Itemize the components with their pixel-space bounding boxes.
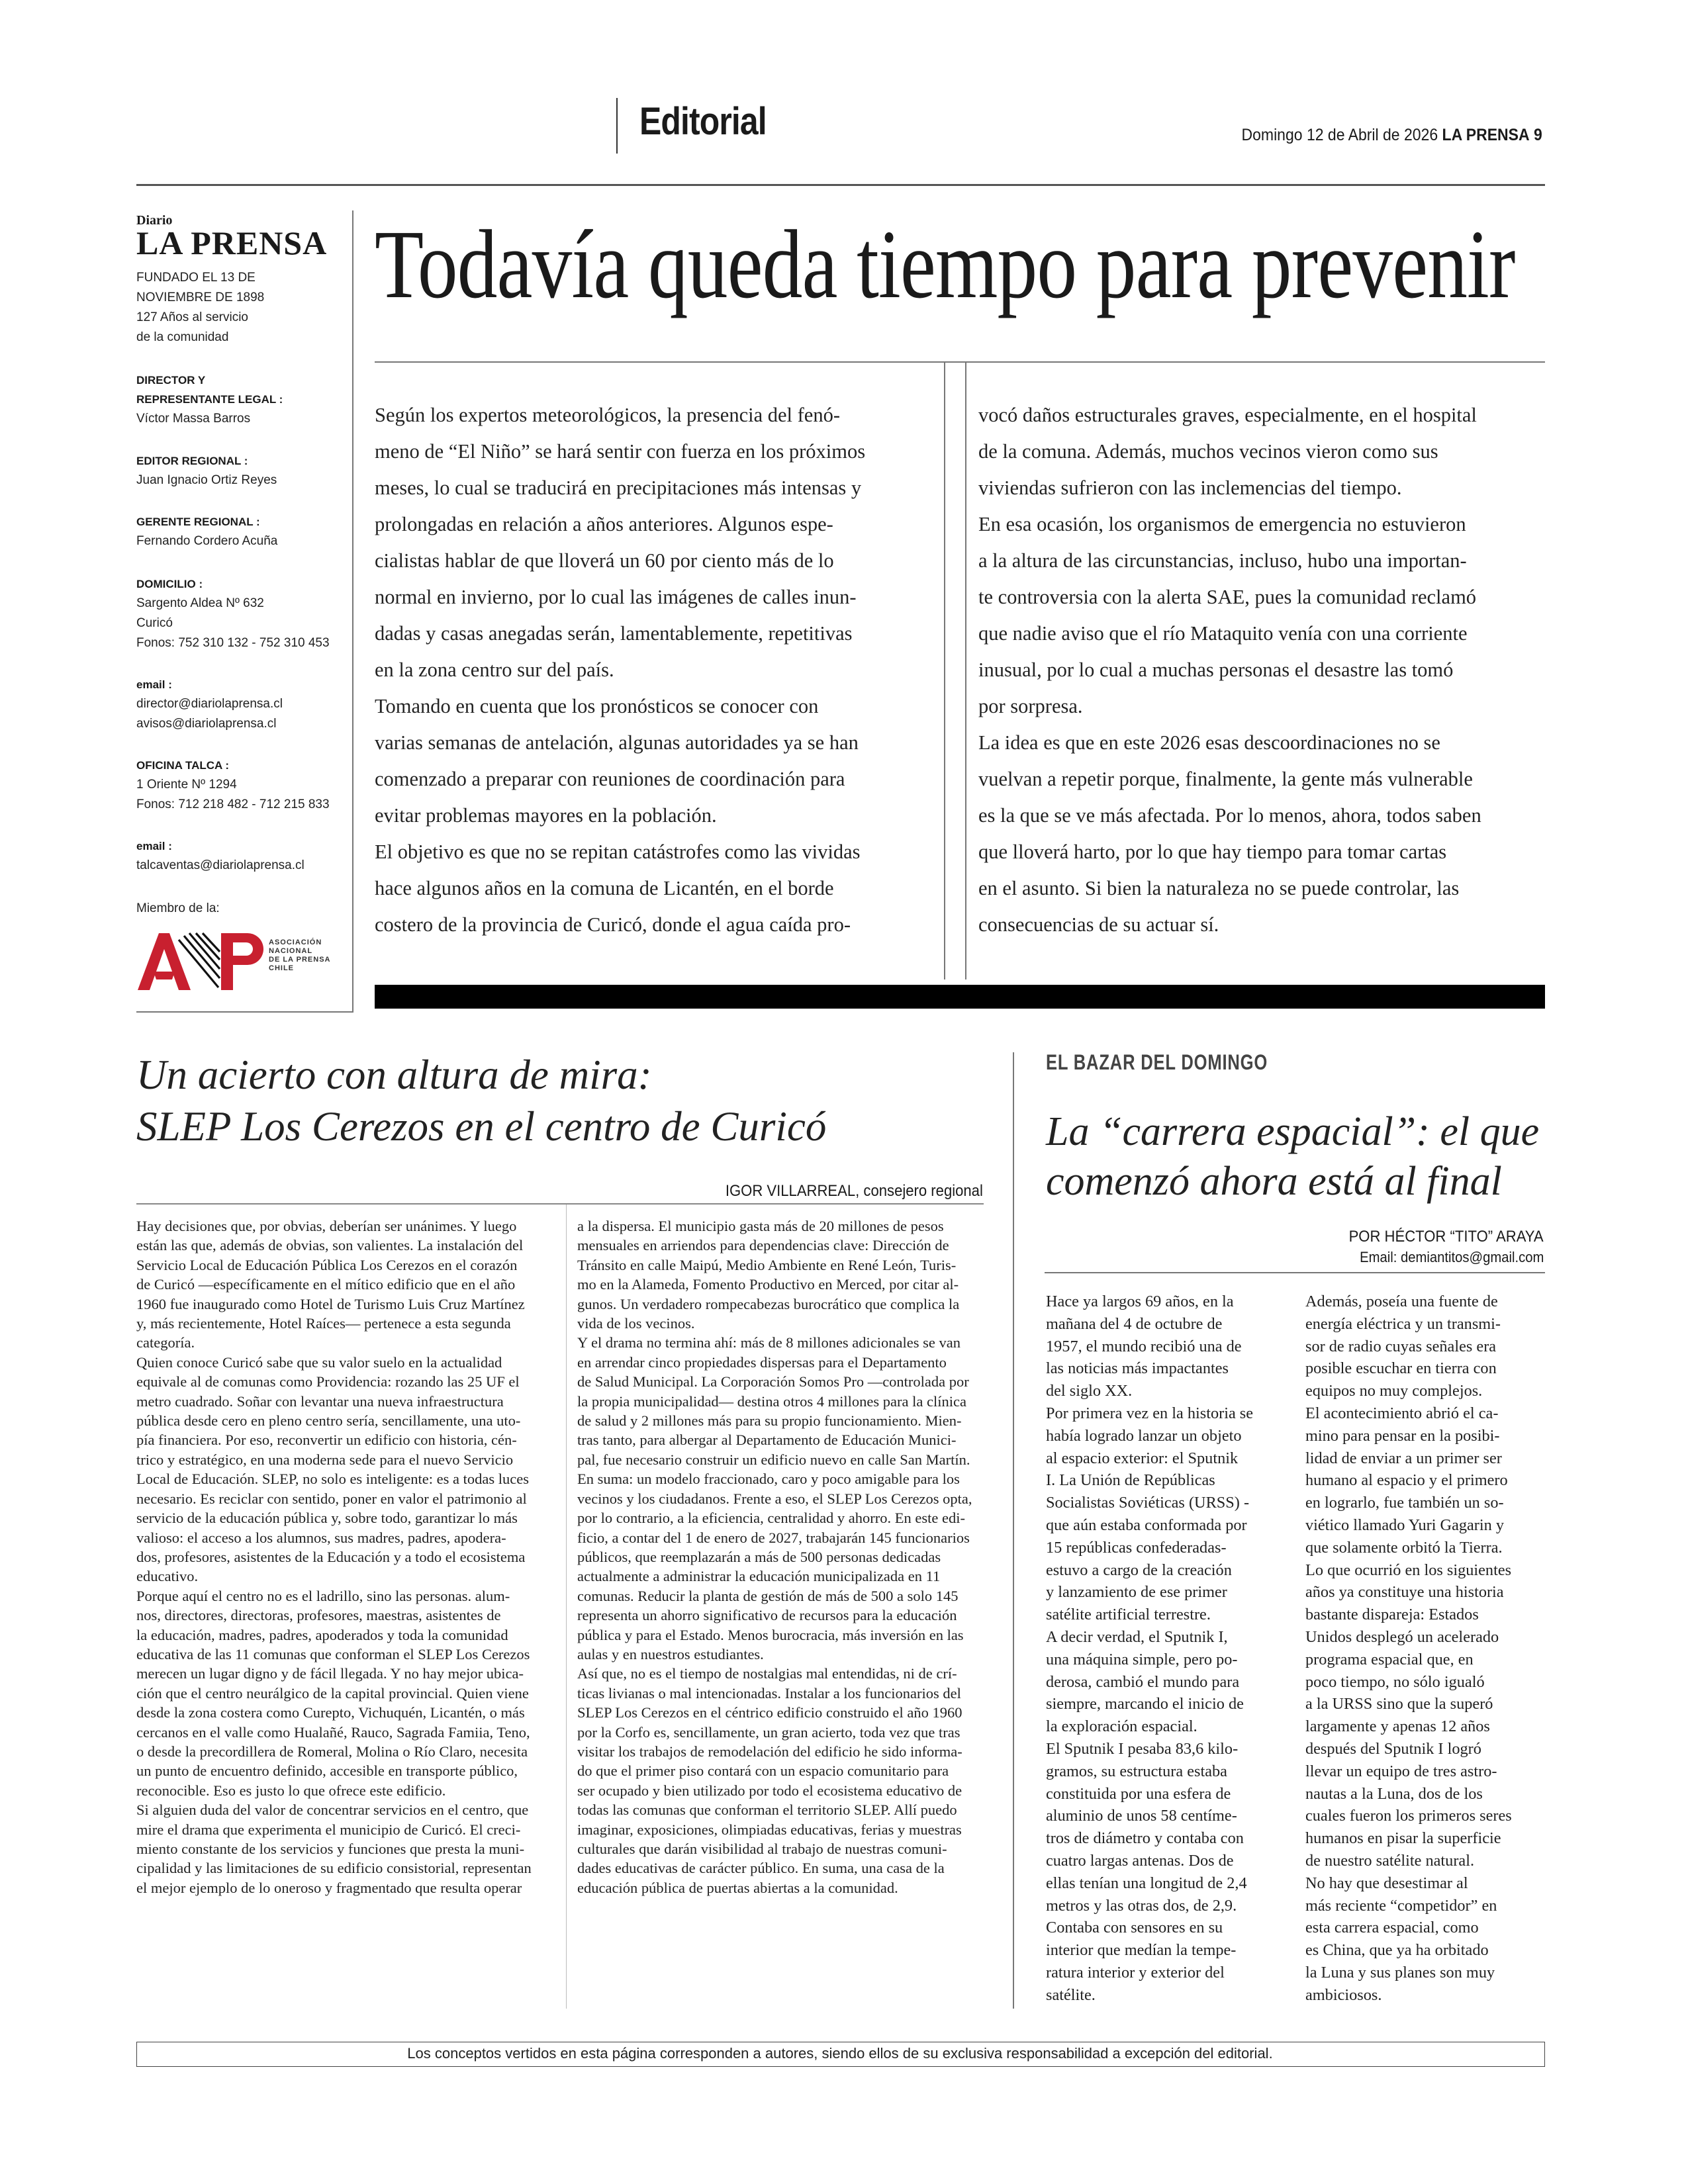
text-line: ambiciosos. — [1305, 1985, 1382, 2004]
text-line: aulas y en nuestros estudiantes. — [577, 1645, 764, 1662]
bazar-column-2 — [1305, 1291, 1545, 2007]
text-line: Quien conoce Curicó sabe que su valor suelo en la actualidad — [136, 1353, 502, 1371]
text-line: metros y las otras dos, de 2,9. — [1046, 1896, 1237, 1915]
header-page-number: 9 — [1534, 126, 1542, 144]
bazar-column-1 — [1046, 1291, 1297, 2007]
text-line: programa espacial que, en — [1305, 1650, 1474, 1668]
text-line: y lanzamiento de ese primer — [1046, 1583, 1227, 1602]
text-line: servicio de la educación pública y, sobre todo, garantizar lo más — [136, 1510, 518, 1527]
text-line: DIRECTOR Y — [136, 374, 206, 387]
text-line: SLEP Los Cerezos en el céntrico edificio construido el año 1960 — [577, 1704, 962, 1721]
text-line: vuelvan a repetir porque, finalmente, la gente más vulnerable — [978, 768, 1473, 790]
text-line: meses, lo cual se traducirá en precipitaciones más intensas y — [375, 477, 862, 499]
text-line: Local de Educación. SLEP, no solo es inteligente: es a todas luces — [136, 1471, 529, 1488]
text-line: Así que, no es el tiempo de nostalgias mal entendidas, ni de crí- — [577, 1665, 957, 1682]
text-line: interior que medían la tempe- — [1046, 1941, 1237, 1960]
text-line: satélite artificial terrestre. — [1046, 1606, 1211, 1624]
text-line: o desde la precordillera de Romeral, Molina o Río Claro, necesita — [136, 1743, 528, 1760]
masthead-email-talca — [136, 837, 305, 876]
text-line: vecinos y los ciudadanos. Frente a eso, el SLEP Los Cerezos opta, — [577, 1490, 972, 1507]
text-line: No hay que desestimar al — [1305, 1874, 1468, 1892]
text-line: En esa ocasión, los organismos de emergencia no estuvieron — [978, 513, 1466, 535]
masthead-diario: Diario — [136, 213, 173, 228]
masthead-founded — [136, 268, 264, 347]
text-line: en lograrlo, fue también un so- — [1305, 1494, 1504, 1512]
text-line: gunos. Un verdadero rompecabezas burocrático que complica la — [577, 1295, 960, 1312]
text-line: de la comunidad — [136, 330, 229, 344]
text-line: a la altura de las circunstancias, incluso, hubo una importan- — [978, 549, 1467, 572]
email-director-link[interactable]: director@diariolaprensa.cl — [136, 697, 283, 711]
text-line: email : — [136, 840, 172, 852]
text-line: comenzó ahora está al final — [1046, 1159, 1502, 1204]
footer-disclaimer: Los conceptos vertidos en esta página corresponden a autores, siendo ellos de su exclusiva responsabilidad a excepción del editorial. — [407, 2045, 1273, 2062]
text-line: pía financiera. Por eso, reconvertir un edificio con historia, cén- — [136, 1432, 517, 1449]
bazar-email-link[interactable]: Email: demiantitos@gmail.com — [1359, 1249, 1544, 1265]
text-line: más reciente “competidor” en — [1305, 1896, 1497, 1915]
header-date-line — [1242, 126, 1542, 145]
text-line: gramos, su estructura estaba — [1046, 1762, 1227, 1780]
text-line: ratura interior y exterior del — [1046, 1963, 1225, 1981]
text-line: nos, directores, directoras, profesores, maestras, asistentes de — [136, 1607, 501, 1624]
text-line: cipalidad y las limitaciones de su edificio consistorial, representan — [136, 1860, 532, 1877]
text-line: 1960 fue inaugurado como Hotel de Turismo Luis Cruz Martínez — [136, 1295, 525, 1312]
text-line: te controversia con la alerta SAE, pues la comunidad reclamó — [978, 586, 1477, 608]
text-line: por sorpresa. — [978, 695, 1083, 717]
anp-logo — [136, 931, 335, 995]
text-line: humanos en pisar la superficie — [1305, 1829, 1501, 1848]
text-line: desde la zona costera como Curepto, Vichuquén, Licantén, o más — [136, 1704, 525, 1721]
text-line: de la comuna. Además, muchos vecinos vieron como sus — [978, 440, 1438, 463]
text-line: NACIONAL — [269, 947, 313, 955]
text-line: NOVIEMBRE DE 1898 — [136, 291, 265, 304]
text-line: vocó daños estructurales graves, especialmente, en el hospital — [978, 404, 1477, 426]
text-line: por la Corfo es, sencillamente, un gran acierto, toda vez que tras — [577, 1723, 961, 1741]
text-line: imaginar, exposiciones, olimpiadas educativas, ferias y muestras — [577, 1821, 962, 1838]
text-line: Además, poseía una fuente de — [1305, 1293, 1498, 1310]
bazar-rule — [1045, 1272, 1545, 1273]
text-line: valioso: el acceso a los alumnos, sus madres, padres, apodera- — [136, 1529, 506, 1546]
text-line: trico y estratégico, en una moderna sede para el nuevo Servicio — [136, 1451, 514, 1468]
text-line: dos, profesores, asistentes de la Educación y a todo el ecosistema — [136, 1548, 526, 1565]
opinion-column-divider — [566, 1205, 567, 2009]
text-line: tros de diámetro y contaba con — [1046, 1829, 1244, 1848]
text-line: mañana del 4 de octubre de — [1046, 1314, 1223, 1333]
text-line: 15 repúblicas confederadas- — [1046, 1538, 1227, 1557]
opinion-author: IGOR VILLARREAL, consejero regional — [725, 1182, 983, 1200]
text-line: inusual, por lo cual a muchas personas el desastre las tomó — [978, 659, 1454, 681]
text-line: metro cuadrado. Soñar con levantar una nueva infraestructura — [136, 1392, 504, 1410]
text-line: varias semanas de antelación, algunas autoridades ya se han — [375, 731, 859, 754]
text-line: llevar un equipo de tres astro- — [1305, 1762, 1497, 1780]
text-line: ficio, a contar del 1 de enero de 2027, trabajarán 145 funcionarios — [577, 1529, 970, 1546]
text-line: viviendas sufrieron con las inclemencias del tiempo. — [978, 477, 1402, 499]
text-line: DE LA PRENSA — [269, 956, 331, 964]
opinion-column-1 — [136, 1216, 557, 1897]
text-line: mo en la Alameda, Fomento Productivo en Merced, por citar al- — [577, 1276, 959, 1293]
text-line: la propia municipalidad— destina otros 4 millones para la clínica — [577, 1392, 966, 1410]
text-line: email : — [136, 678, 172, 691]
text-line: Juan Ignacio Ortiz Reyes — [136, 473, 277, 487]
text-line: Contaba con sensores en su — [1046, 1919, 1223, 1937]
text-line: El Sputnik I pesaba 83,6 kilo- — [1046, 1739, 1239, 1758]
text-line: ellas tenían una longitud de 2,4 — [1046, 1874, 1247, 1892]
email-avisos-link[interactable]: avisos@diariolaprensa.cl — [136, 717, 277, 731]
text-line: merecen un lugar digno y de fácil llegada. Y no hay mejor ubica- — [136, 1665, 524, 1682]
text-line: Servicio Local de Educación Pública Los Cerezos en el corazón — [136, 1256, 518, 1273]
editorial-title: Todavía queda tiempo para prevenir — [375, 210, 1515, 319]
text-line: Lo que ocurrió en los siguientes — [1305, 1561, 1512, 1579]
text-line: ción que el centro neurálgico de la capital provincial. Quien viene — [136, 1684, 529, 1702]
text-line: por lo contrario, a la eficiencia, centralidad y ahorro. En este edi- — [577, 1510, 965, 1527]
text-line: cercanos en el valle como Hualañé, Rauco, Sagrada Famiia, Teno, — [136, 1723, 530, 1741]
text-line: costero de la provincia de Curicó, donde el agua caída pro- — [375, 913, 851, 936]
text-line: pal, fue necesario construir un edificio nuevo en calle San Martín. — [577, 1451, 970, 1468]
text-line: largamente y apenas 12 años — [1305, 1717, 1490, 1736]
editorial-column-1 — [375, 397, 937, 943]
text-line: Un acierto con altura de mira: — [136, 1052, 652, 1098]
masthead-editor — [136, 451, 277, 490]
text-line: comenzado a preparar con reuniones de coordinación para — [375, 768, 845, 790]
text-line: categoría. — [136, 1334, 195, 1351]
anp-logo-text — [269, 938, 331, 973]
text-line: Sargento Aldea Nº 632 — [136, 596, 264, 610]
text-line: tras tanto, para albergar al Departamento de Educación Munici- — [577, 1432, 957, 1449]
text-line: energía eléctrica y un transmi- — [1305, 1314, 1501, 1333]
bazar-author: POR HÉCTOR “TITO” ARAYA — [1348, 1228, 1544, 1246]
text-line: FUNDADO EL 13 DE — [136, 271, 256, 285]
text-line: consecuencias de su actuar sí. — [978, 913, 1219, 936]
editorial-column-2 — [978, 397, 1545, 943]
email-talca-link[interactable]: talcaventas@diariolaprensa.cl — [136, 858, 305, 872]
text-line: posible escuchar en tierra con — [1305, 1359, 1497, 1378]
text-line: Fonos: 752 310 132 - 752 310 453 — [136, 636, 330, 650]
text-line: Por primera vez en la historia se — [1046, 1404, 1254, 1422]
text-line: educativa de las 11 comunas que conforman el SLEP Los Cerezos — [136, 1645, 530, 1662]
text-line: Hay decisiones que, por obvias, deberían ser unánimes. Y luego — [136, 1218, 517, 1234]
text-line: que aún estaba conformada por — [1046, 1516, 1247, 1534]
masthead-director — [136, 371, 283, 429]
text-line: Hace ya largos 69 años, en la — [1046, 1293, 1234, 1310]
text-line: Y el drama no termina ahí: más de 8 millones adicionales se van — [577, 1334, 961, 1351]
editorial-column-divider — [965, 363, 966, 979]
masthead-oficina-talca — [136, 756, 330, 815]
text-line: había logrado lanzar un objeto — [1046, 1426, 1242, 1445]
text-line: ticas livianas o mal intencionadas. Instalar a los funcionarios del — [577, 1684, 961, 1702]
masthead-email — [136, 675, 283, 734]
text-line: Curicó — [136, 616, 173, 630]
text-line: que solamente orbitó la Tierra. — [1305, 1538, 1503, 1557]
text-line: A decir verdad, el Sputnik I, — [1046, 1627, 1228, 1646]
text-line: viético llamado Yuri Gagarin y — [1305, 1516, 1505, 1534]
opinion-rule — [136, 1203, 984, 1205]
masthead-gerente — [136, 512, 277, 551]
text-line: ASOCIACIÓN — [269, 938, 322, 946]
editorial-column-divider — [944, 363, 945, 979]
text-line: GERENTE REGIONAL : — [136, 516, 260, 528]
text-line: están las que, además de obvias, son valientes. La instalación del — [136, 1237, 524, 1254]
header-date: Domingo 12 de Abril de 2026 — [1241, 126, 1438, 144]
text-line: en arrendar cinco propiedades dispersas para el Departamento — [577, 1353, 947, 1371]
text-line: OFICINA TALCA : — [136, 759, 230, 772]
text-line: actualmente a administrar la educación municipalizada en 11 — [577, 1568, 941, 1585]
text-line: cuatro largas antenas. Dos de — [1046, 1851, 1234, 1870]
text-line: Según los expertos meteorológicos, la presencia del fenó- — [375, 404, 840, 426]
text-line: educativo. — [136, 1568, 199, 1585]
text-line: estuvo a cargo de la creación — [1046, 1561, 1232, 1579]
text-line: del siglo XX. — [1046, 1382, 1133, 1400]
bazar-section-label: EL BAZAR DEL DOMINGO — [1046, 1050, 1268, 1074]
text-line: miento constante de los servicios y funciones que presta la muni- — [136, 1841, 525, 1857]
masthead-miembro: Miembro de la: — [136, 901, 220, 915]
text-line: reconocible. Eso es justo lo que ofrece este edificio. — [136, 1782, 446, 1799]
opinion-column-2 — [577, 1216, 992, 1897]
text-line: en el asunto. Si bien la naturaleza no se puede controlar, las — [978, 877, 1460, 899]
text-line: el mejor ejemplo de lo oneroso y fragmentado que resulta operar — [136, 1879, 522, 1896]
text-line: Víctor Massa Barros — [136, 412, 251, 426]
text-line: cialistas hablar de que lloverá un 60 por ciento más de lo — [375, 549, 834, 572]
text-line: ser ocupado y bien utilizado por todo el ecosistema educativo de — [577, 1782, 962, 1799]
text-line: I. La Unión de Repúblicas — [1046, 1471, 1215, 1490]
text-line: 127 Años al servicio — [136, 310, 248, 324]
text-line: un punto de encuentro definido, accesible en transporte público, — [136, 1762, 518, 1780]
text-line: 1957, el mundo recibió una de — [1046, 1337, 1242, 1355]
text-line: de Curicó —específicamente en el mítico edificio que en el año — [136, 1276, 516, 1293]
text-line: Socialistas Soviéticas (URSS) - — [1046, 1494, 1250, 1512]
text-line: todas las comunas que conforman el territorio SLEP. Allí puedo — [577, 1801, 957, 1819]
text-line: meno de “El Niño” se hará sentir con fuerza en los próximos — [375, 440, 866, 463]
text-line: que lloverá harto, por lo que hay tiempo para tomar cartas — [978, 841, 1447, 863]
text-line: El objetivo es que no se repitan catástrofes como las vividas — [375, 841, 861, 863]
text-line: esta carrera espacial, como — [1305, 1919, 1479, 1937]
text-line: Tomando en cuenta que los pronósticos se conocer con — [375, 695, 819, 717]
bazar-title — [1046, 1107, 1539, 1206]
text-line: cuales fueron los primeros seres — [1305, 1807, 1512, 1825]
text-line: representa un ahorro significativo de recursos para la educación — [577, 1607, 957, 1624]
editorial-black-bar — [375, 985, 1545, 1009]
text-line: hace algunos años en la comuna de Licantén, en el borde — [375, 877, 834, 899]
text-line: do que el primer piso contará con un espacio comunitario para — [577, 1762, 949, 1780]
text-line: El acontecimiento abrió el ca- — [1305, 1404, 1499, 1422]
text-line: es China, que ya ha orbitado — [1305, 1941, 1489, 1960]
text-line: visitar los trabajos de remodelación del edificio he sido informa- — [577, 1743, 962, 1760]
text-line: siempre, marcando el inicio de — [1046, 1695, 1244, 1713]
text-line: mire el drama que experimenta el municipio de Curicó. El creci- — [136, 1821, 521, 1838]
text-line: poco tiempo, no sólo igualó — [1305, 1672, 1485, 1691]
text-line: equipos no muy complejos. — [1305, 1382, 1483, 1400]
text-line: de Salud Municipal. La Corporación Somos Pro —controlada por — [577, 1373, 969, 1390]
text-line: CHILE — [269, 964, 294, 972]
section-title: Editorial — [639, 100, 767, 143]
text-line: mino para pensar en la posibi- — [1305, 1426, 1500, 1445]
text-line: EDITOR REGIONAL : — [136, 455, 248, 467]
opinion-title — [136, 1049, 826, 1152]
text-line: DOMICILIO : — [136, 578, 203, 590]
text-line: derosa, cambió el mundo para — [1046, 1672, 1240, 1691]
masthead-domicilio — [136, 574, 330, 653]
text-line: dades educativas de carácter público. En suma, una casa de la — [577, 1860, 945, 1877]
text-line: en la zona centro sur del país. — [375, 659, 614, 681]
text-line: y, más recientemente, Hotel Raíces— pertenece a esta segunda — [136, 1315, 511, 1332]
text-line: La “carrera espacial”: el que — [1046, 1109, 1540, 1154]
text-line: después del Sputnik I logró — [1305, 1739, 1481, 1758]
text-line: es la que se ve más afectada. Por lo menos, ahora, todos saben — [978, 804, 1481, 827]
text-line: equivale al de comunas como Providencia: rozando las 25 UF el — [136, 1373, 520, 1390]
text-line: prolongadas en relación a años anteriores. Algunos espe- — [375, 513, 833, 535]
text-line: comunas. Reducir la planta de gestión de más de 500 a solo 145 — [577, 1587, 959, 1604]
text-line: Fonos: 712 218 482 - 712 215 833 — [136, 797, 330, 811]
text-line: a la dispersa. El municipio gasta más de 20 millones de pesos — [577, 1218, 944, 1234]
text-line: Tránsito en calle Maipú, Medio Ambiente en René León, Turis- — [577, 1256, 957, 1273]
text-line: las noticias más impactantes — [1046, 1359, 1229, 1378]
text-line: Porque aquí el centro no es el ladrillo, sino las personas. alum- — [136, 1587, 510, 1604]
text-line: mensuales en arriendos para dependencias clave: Dirección de — [577, 1237, 949, 1254]
text-line: satélite. — [1046, 1985, 1096, 2004]
opinion-bazar-divider — [1013, 1052, 1014, 2009]
text-line: de salud y 2 millones más para su propio funcionamiento. Mien- — [577, 1412, 962, 1430]
text-line: vida de los vecinos. — [577, 1315, 695, 1332]
text-line: Si alguien duda del valor de concentrar servicios en el centro, que — [136, 1801, 529, 1819]
text-line: aluminio de unos 58 centíme- — [1046, 1807, 1237, 1825]
text-line: a la URSS sino que la superó — [1305, 1695, 1493, 1713]
text-line: sor de radio cuyas señales era — [1305, 1337, 1497, 1355]
text-line: 1 Oriente Nº 1294 — [136, 778, 237, 792]
text-line: educación pública de puertas abiertas a la comunidad. — [577, 1879, 898, 1896]
text-line: pública desde cero en pleno centro sería, sencillamente, una uto- — [136, 1412, 521, 1430]
header-paper-name: LA PRENSA — [1442, 126, 1530, 144]
text-line: nautas a la Luna, dos de los — [1305, 1784, 1483, 1803]
text-line: REPRESENTANTE LEGAL : — [136, 393, 283, 406]
header-rule — [136, 184, 1545, 186]
text-line: necesario. Es reciclar con sentido, poner en valor el patrimonio al — [136, 1490, 527, 1507]
text-line: lidad de enviar a un primer ser — [1305, 1449, 1502, 1467]
text-line: una máquina simple, pero po- — [1046, 1650, 1238, 1668]
text-line: humano al espacio y el primero — [1305, 1471, 1508, 1490]
text-line: que nadie aviso que el río Mataquito venía con una corriente — [978, 622, 1468, 645]
editorial-rule — [375, 361, 1545, 363]
text-line: Unidos desplegó un acelerado — [1305, 1627, 1499, 1646]
text-line: SLEP Los Cerezos en el centro de Curicó — [136, 1103, 827, 1150]
text-line: al espacio exterior: el Sputnik — [1046, 1449, 1239, 1467]
text-line: evitar problemas mayores en la población. — [375, 804, 717, 827]
text-line: la educación, madres, padres, apoderados y toda la comunidad — [136, 1626, 508, 1643]
text-line: Fernando Cordero Acuña — [136, 534, 278, 548]
text-line: culturales que darán visibilidad al trabajo de nuestras comuni- — [577, 1841, 947, 1857]
text-line: de nuestro satélite natural. — [1305, 1851, 1475, 1870]
header-divider — [616, 98, 618, 154]
text-line: la Luna y sus planes son muy — [1305, 1963, 1495, 1981]
text-line: normal en invierno, por lo cual las imágenes de calles inun- — [375, 586, 857, 608]
text-line: constituida por una esfera de — [1046, 1784, 1231, 1803]
text-line: la exploración espacial. — [1046, 1717, 1197, 1736]
masthead-name: LA PRENSA — [136, 224, 328, 261]
text-line: pública y para el Estado. Menos burocracia, más inversión en las — [577, 1626, 964, 1643]
text-line: dadas y casas anegadas serán, lamentablemente, repetitivas — [375, 622, 853, 645]
text-line: La idea es que en este 2026 esas descoordinaciones no se — [978, 731, 1440, 754]
text-line: bastante dispareja: Estados — [1305, 1606, 1479, 1624]
text-line: públicos, que reemplazarán a más de 500 personas dedicadas — [577, 1548, 941, 1565]
text-line: En suma: un modelo fraccionado, caro y poco amigable para los — [577, 1471, 960, 1488]
text-line: años ya constituye una historia — [1305, 1583, 1504, 1602]
